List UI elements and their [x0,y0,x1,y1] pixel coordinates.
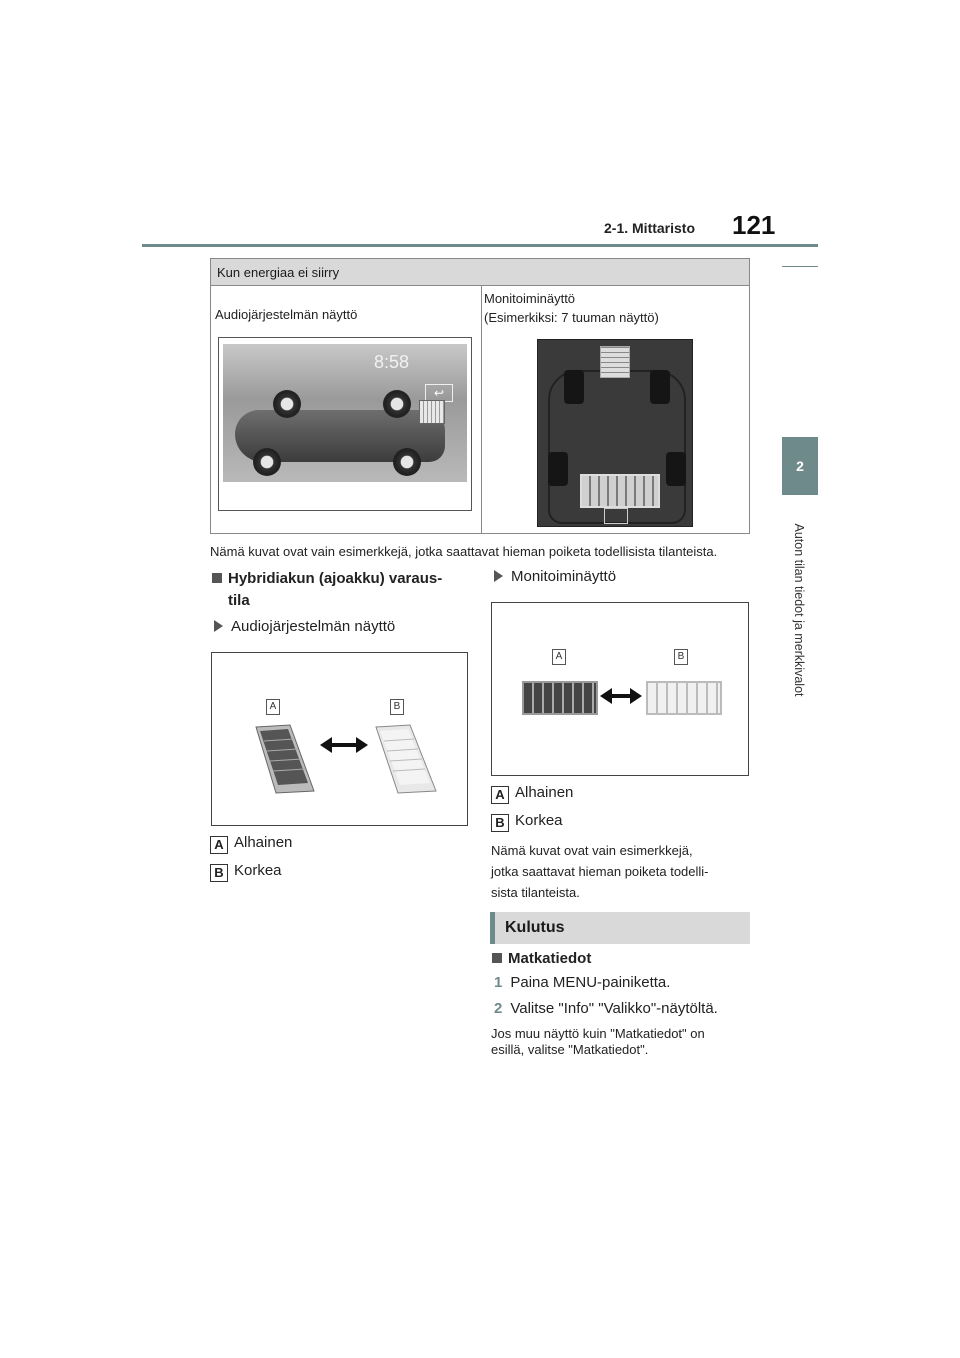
legend-item-a: A Alhainen [491,784,573,804]
square-bullet-icon [212,573,222,583]
wheel-icon [548,452,568,486]
legend-item-a: A Alhainen [210,834,292,854]
section-heading: Hybridiakun (ajoakku) varaus- [212,568,442,590]
wheel-icon [273,390,301,418]
battery-gauge-icon [580,474,660,508]
high-battery-icon [646,681,722,715]
energy-table [210,258,750,534]
wheel-icon [650,370,670,404]
multi-display-subheading: Monitoiminäyttö [494,568,616,585]
image-caption: Nämä kuvat ovat vain esimerkkejä, jotka saattavat hieman poiketa todellisista tilanteista. [210,544,718,559]
high-battery-icon [376,725,436,793]
multi-display-label: Monitoiminäyttö [484,291,576,306]
consumption-heading: Kulutus [490,912,750,944]
battery-icon [604,508,628,524]
multi-display-image [537,339,693,527]
wheel-icon [393,448,421,476]
header-divider [142,244,818,247]
audio-display-subheading: Audiojärjestelmän näyttö [214,618,395,635]
battery-icon [419,400,445,424]
square-bullet-icon [492,953,502,963]
engine-icon [600,346,630,378]
double-arrow-icon [610,694,632,698]
chapter-tab: 2 [782,437,818,495]
triangle-bullet-icon [214,620,223,632]
wheel-icon [666,452,686,486]
section-heading-continued: tila [228,592,250,609]
trip-info-heading: Matkatiedot [492,948,591,970]
back-icon: ↩ [425,384,453,402]
triangle-bullet-icon [494,570,503,582]
label-b-tag: B [674,649,688,665]
side-divider [782,266,818,267]
trip-info-note: Jos muu näyttö kuin "Matkatiedot" on esillä, valitse "Matkatiedot". [491,1026,705,1057]
label-a-tag: A [552,649,566,665]
wheel-icon [383,390,411,418]
audio-display-label: Audiojärjestelmän näyttö [215,307,358,322]
audio-charge-figure [211,652,468,826]
table-heading: Kun energiaa ei siirry [211,259,749,286]
label-b-tag: B [390,699,404,715]
table-column-divider [481,286,482,533]
battery-comparison-graphic [252,719,452,819]
legend-item-b: B Korkea [210,862,282,882]
step-1: 1 Paina MENU-painiketta. [494,974,671,991]
audio-screen-image [218,337,472,511]
low-battery-icon [522,681,598,715]
page-number: 121 [732,210,776,240]
wheel-icon [253,448,281,476]
legend-item-b: B Korkea [491,812,563,832]
wheel-icon [564,370,584,404]
section-title: 2-1. Mittaristo [604,220,696,236]
clock-display: 8:58 [373,352,409,372]
label-a-tag: A [266,699,280,715]
multi-charge-figure [491,602,749,776]
note-text: Nämä kuvat ovat vain esimerkkejä, jotka saattavat hieman poiketa todelli- sista tilanteista. [491,843,709,900]
low-battery-icon [256,725,314,793]
step-2: 2 Valitse "Info" "Valikko"-näytöltä. [494,1000,718,1017]
multi-display-example: (Esimerkiksi: 7 tuuman näyttö) [484,310,659,325]
chapter-label: Auton tilan tiedot ja merkkivalot [792,523,806,697]
audio-screen [223,344,467,482]
double-arrow-icon [330,743,358,747]
